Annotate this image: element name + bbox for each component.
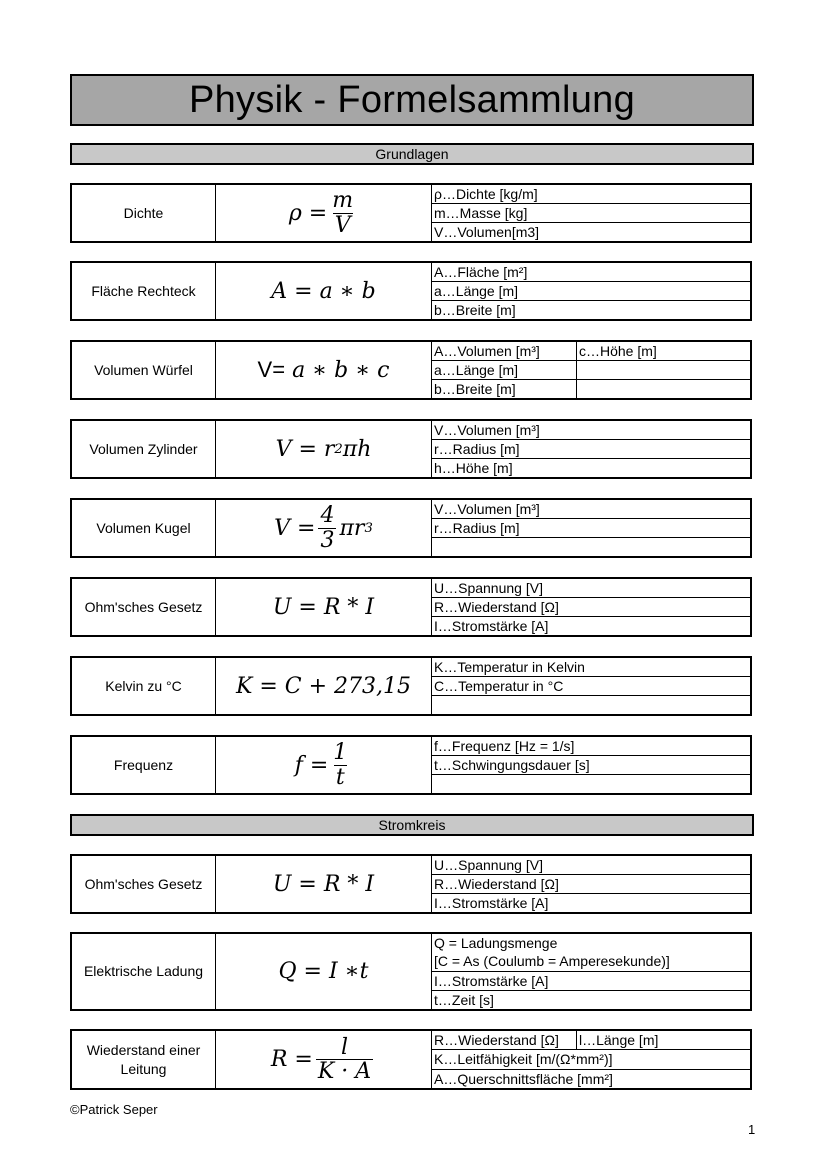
- variable-item: t…Zeit [s]: [434, 991, 494, 1008]
- variable-item: m…Masse [kg]: [434, 205, 528, 221]
- formula-row-kelvin: [70, 656, 752, 716]
- variable-list: [432, 421, 750, 477]
- variable-item: [577, 380, 750, 398]
- formula-name: Fläche Rechteck: [72, 263, 216, 319]
- formula-row-volumen-kugel: [70, 498, 752, 558]
- variable-item: a…Länge [m]: [434, 283, 519, 299]
- variable-list: [432, 579, 750, 635]
- variable-item: f…Frequenz [Hz = 1/s]: [434, 738, 575, 754]
- variable-item: C…Temperatur in °C: [434, 678, 564, 694]
- formula-kelvin: K = C + 273,15: [216, 658, 432, 714]
- variable-list: [432, 342, 750, 398]
- variable-item: A…Volumen [m³]: [432, 342, 577, 360]
- section-header-stromkreis: Stromkreis: [70, 814, 754, 836]
- variable-item: r…Radius [m]: [434, 441, 520, 457]
- variable-item: V…Volumen [m³]: [434, 501, 540, 517]
- page-number: 1: [748, 1122, 756, 1137]
- formula-name: Wiederstand einer Leitung: [72, 1031, 216, 1088]
- variable-item: A…Fläche [m²]: [434, 264, 528, 280]
- variable-item: [C = As (Coulumb = Amperesekunde)]: [434, 953, 670, 970]
- formula-row-volumen-zylinder: [70, 419, 752, 479]
- variable-item: b…Breite [m]: [432, 380, 577, 398]
- variable-list: [432, 737, 750, 793]
- variable-item: l…Länge [m]: [579, 1032, 659, 1049]
- formula-dichte: ρ = $\frac{m}{V}$: [216, 185, 432, 241]
- variable-item: b…Breite [m]: [434, 302, 516, 318]
- formula-ohm-2: U = R * I: [216, 856, 432, 912]
- formula-name: Ohm'sches Gesetz: [72, 579, 216, 635]
- variable-item: I…Stromstärke [A]: [434, 618, 549, 634]
- variable-item: r…Radius [m]: [434, 520, 520, 536]
- variable-item: K…Leitfähigkeit [m/(Ω*mm²)]: [434, 1051, 613, 1068]
- variable-item: U…Spannung [V]: [434, 580, 543, 596]
- formula-row-volumen-wuerfel: [70, 340, 752, 400]
- formula-wuerfel: V= a ∗ b ∗ c: [216, 342, 432, 398]
- formula-ladung: Q = I ∗t: [216, 934, 432, 1009]
- variable-item: V…Volumen[m3]: [434, 224, 540, 240]
- formula-frequenz: f = $\frac{1}{t}$: [216, 737, 432, 793]
- variable-item: h…Höhe [m]: [434, 460, 513, 476]
- formula-flaeche: A = a ∗ b: [216, 263, 432, 319]
- variable-item: V…Volumen [m³]: [434, 422, 540, 438]
- formula-row-wiederstand-leitung: [70, 1029, 752, 1090]
- variable-item: a…Länge [m]: [432, 361, 577, 379]
- variable-item: [432, 775, 750, 793]
- formula-name: Ohm'sches Gesetz: [72, 856, 216, 912]
- copyright-footer: ©Patrick Seper: [70, 1102, 158, 1117]
- variable-item: K…Temperatur in Kelvin: [434, 659, 585, 675]
- variable-item: [432, 696, 750, 714]
- formula-row-elektrische-ladung: [70, 932, 752, 1011]
- variable-item: I…Stromstärke [A]: [434, 972, 549, 989]
- formula-name: Volumen Würfel: [72, 342, 216, 398]
- variable-list: [432, 500, 750, 556]
- variable-item: I…Stromstärke [A]: [434, 895, 549, 911]
- formula-name: Dichte: [72, 185, 216, 241]
- formula-zylinder: V = r 2 πh: [216, 421, 432, 477]
- formula-row-ohmsches-gesetz: [70, 577, 752, 637]
- variable-item: ρ…Dichte [kg/m]: [434, 186, 538, 202]
- formula-ohm: U = R * I: [216, 579, 432, 635]
- variable-item: R…Wiederstand [Ω]: [432, 1031, 577, 1049]
- variable-list: [432, 856, 750, 912]
- variable-item: [577, 361, 750, 379]
- variable-list: [432, 263, 750, 319]
- variable-item: t…Schwingungsdauer [s]: [434, 757, 590, 773]
- formula-name: Volumen Kugel: [72, 500, 216, 556]
- variable-list: [432, 658, 750, 714]
- formula-kugel: V = $\frac{4}{3}$ πr 3: [216, 500, 432, 556]
- variable-item: Q = Ladungsmenge: [434, 935, 558, 952]
- formula-leitung: R = $\frac{l}{K \cdot A}$: [216, 1031, 432, 1088]
- formula-row-dichte: [70, 183, 752, 243]
- section-header-grundlagen: Grundlagen: [70, 143, 754, 165]
- variable-list: [432, 185, 750, 241]
- page-title: Physik - Formelsammlung: [70, 74, 754, 126]
- formula-row-ohmsches-gesetz-2: [70, 854, 752, 914]
- variable-item: [432, 538, 750, 556]
- variable-item: R…Wiederstand [Ω]: [434, 876, 559, 892]
- formula-row-frequenz: [70, 735, 752, 795]
- formula-name: Kelvin zu °C: [72, 658, 216, 714]
- variable-item: U…Spannung [V]: [434, 857, 543, 873]
- formula-name: Elektrische Ladung: [72, 934, 216, 1009]
- variable-list: [432, 1031, 750, 1088]
- variable-list: [432, 934, 750, 1009]
- formula-name: Frequenz: [72, 737, 216, 793]
- formula-row-flaeche-rechteck: [70, 261, 752, 321]
- formula-name: Volumen Zylinder: [72, 421, 216, 477]
- variable-item: c…Höhe [m]: [579, 343, 657, 359]
- variable-item: A…Querschnittsfläche [mm²]: [434, 1070, 613, 1087]
- variable-item: R…Wiederstand [Ω]: [434, 599, 559, 615]
